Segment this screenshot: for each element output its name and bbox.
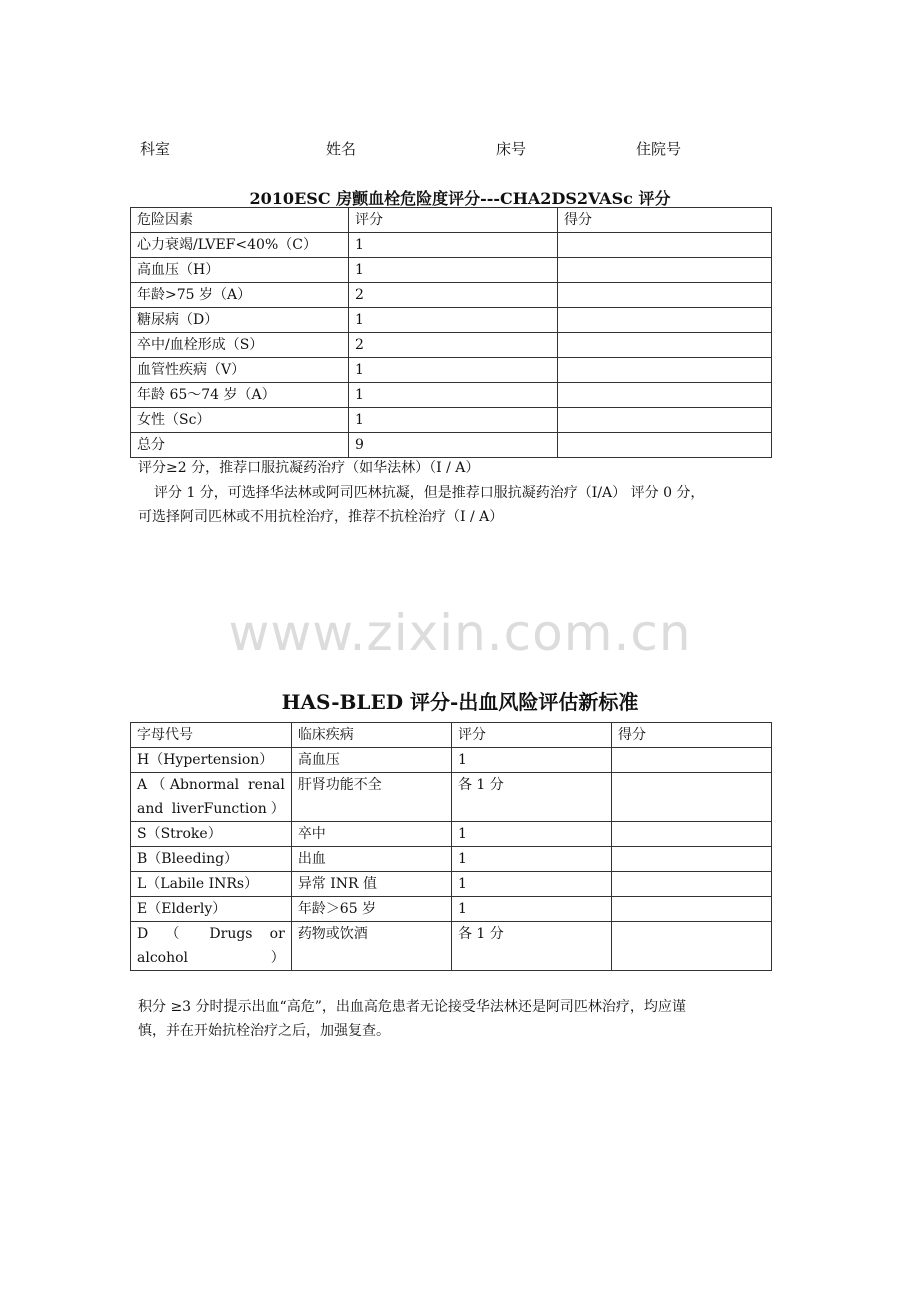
table-cell: H（Hypertension） bbox=[131, 748, 292, 773]
bleeding-risk-note-line-2: 慎，并在开始抗栓治疗之后，加强复查。 bbox=[138, 1023, 390, 1039]
table-cell: 卒中/血栓形成（S） bbox=[131, 333, 349, 358]
table-cell bbox=[611, 897, 771, 922]
table-cell: 1 bbox=[451, 872, 611, 897]
table-cell: 总分 bbox=[131, 433, 349, 458]
table-cell: 1 bbox=[349, 258, 558, 283]
table-cell bbox=[558, 308, 772, 333]
department-label: 科室 bbox=[140, 140, 171, 158]
recommendation-note-2-line-2: 可选择阿司匹林或不用抗栓治疗，推荐不抗栓治疗（I / A） bbox=[138, 509, 504, 525]
table-row bbox=[131, 308, 772, 333]
has-bled-title: HAS-BLED 评分-出血风险评估新标准 bbox=[281, 690, 639, 714]
table-cell: 女性（Sc） bbox=[131, 408, 349, 433]
table-cell bbox=[611, 773, 771, 822]
table-row-total bbox=[131, 433, 772, 458]
header-cell: 评分 bbox=[451, 723, 611, 748]
table-cell bbox=[611, 822, 771, 847]
table-row bbox=[131, 822, 772, 847]
table-cell: B（Bleeding） bbox=[131, 847, 292, 872]
table-cell: 1 bbox=[349, 408, 558, 433]
table-cell: 1 bbox=[349, 233, 558, 258]
table-row bbox=[131, 258, 772, 283]
bed-label: 床号 bbox=[496, 140, 527, 158]
table-row bbox=[131, 383, 772, 408]
table-header-row bbox=[131, 723, 772, 748]
header-cell: 评分 bbox=[349, 208, 558, 233]
cha2ds2vasc-table bbox=[130, 207, 772, 458]
watermark-text: www.zixin.com.cn bbox=[228, 604, 692, 662]
table-cell bbox=[558, 358, 772, 383]
recommendation-note-1: 评分≥2 分，推荐口服抗凝药治疗（如华法林）（I / A） bbox=[138, 460, 480, 476]
table-row bbox=[131, 773, 772, 822]
table-row bbox=[131, 748, 772, 773]
table-row bbox=[131, 872, 772, 897]
table-cell: E（Elderly） bbox=[131, 897, 292, 922]
table-cell: 年龄 65～74 岁（A） bbox=[131, 383, 349, 408]
table-cell: S（Stroke） bbox=[131, 822, 292, 847]
admission-number-label: 住院号 bbox=[636, 140, 682, 158]
table-cell: 2 bbox=[349, 333, 558, 358]
table-cell: 1 bbox=[451, 847, 611, 872]
table-cell bbox=[558, 383, 772, 408]
table-row bbox=[131, 283, 772, 308]
recommendation-note-2-line-1: 评分 1 分，可选择华法林或阿司匹林抗凝，但是推荐口服抗凝药治疗（I/A） 评分 0 分， bbox=[154, 485, 705, 501]
cha2ds2vasc-title: 2010ESC 房颤血栓危险度评分---CHA2DS2VASc 评分 bbox=[249, 189, 671, 208]
table-cell: 1 bbox=[451, 897, 611, 922]
table-cell: 肝肾功能不全 bbox=[291, 773, 451, 822]
table-cell: A（Abnormal renal and liverFunction） bbox=[131, 773, 292, 822]
table-cell: 高血压 bbox=[291, 748, 451, 773]
table-cell: 药物或饮酒 bbox=[291, 922, 451, 971]
table-cell: 9 bbox=[349, 433, 558, 458]
table-cell: 1 bbox=[451, 748, 611, 773]
table-cell bbox=[558, 233, 772, 258]
name-label: 姓名 bbox=[326, 140, 357, 158]
has-bled-table bbox=[130, 722, 772, 971]
table-cell bbox=[558, 433, 772, 458]
table-cell bbox=[611, 748, 771, 773]
table-cell: 出血 bbox=[291, 847, 451, 872]
table-row bbox=[131, 847, 772, 872]
table-cell: 各 1 分 bbox=[451, 773, 611, 822]
table-cell bbox=[611, 847, 771, 872]
table-cell: 心力衰竭/LVEF<40%（C） bbox=[131, 233, 349, 258]
header-cell: 危险因素 bbox=[131, 208, 349, 233]
table-cell bbox=[611, 872, 771, 897]
header-cell: 得分 bbox=[558, 208, 772, 233]
table-cell bbox=[558, 333, 772, 358]
table-cell: 1 bbox=[451, 822, 611, 847]
table-cell: 年龄>75 岁（A） bbox=[131, 283, 349, 308]
table-cell: 糖尿病（D） bbox=[131, 308, 349, 333]
table-cell: 1 bbox=[349, 308, 558, 333]
table-row bbox=[131, 897, 772, 922]
table-cell: 血管性疾病（V） bbox=[131, 358, 349, 383]
table-cell bbox=[558, 258, 772, 283]
table-row bbox=[131, 408, 772, 433]
bleeding-risk-note-line-1: 积分 ≥3 分时提示出血“高危”，出血高危患者无论接受华法林还是阿司匹林治疗，均应谨 bbox=[138, 999, 686, 1015]
table-cell: 1 bbox=[349, 383, 558, 408]
table-cell: L（Labile INRs） bbox=[131, 872, 292, 897]
table-row bbox=[131, 358, 772, 383]
table-header-row bbox=[131, 208, 772, 233]
table-cell: 1 bbox=[349, 358, 558, 383]
header-cell: 字母代号 bbox=[131, 723, 292, 748]
table-cell: 年龄＞65 岁 bbox=[291, 897, 451, 922]
table-cell: 异常 INR 值 bbox=[291, 872, 451, 897]
table-cell bbox=[558, 283, 772, 308]
table-row bbox=[131, 233, 772, 258]
table-cell: 各 1 分 bbox=[451, 922, 611, 971]
table-cell: D （ Drugs or alcohol） bbox=[131, 922, 292, 971]
table-cell: 2 bbox=[349, 283, 558, 308]
table-cell bbox=[558, 408, 772, 433]
table-cell bbox=[611, 922, 771, 971]
header-cell: 临床疾病 bbox=[291, 723, 451, 748]
header-cell: 得分 bbox=[611, 723, 771, 748]
table-row bbox=[131, 922, 772, 971]
table-cell: 卒中 bbox=[291, 822, 451, 847]
table-cell: 高血压（H） bbox=[131, 258, 349, 283]
table-row bbox=[131, 333, 772, 358]
